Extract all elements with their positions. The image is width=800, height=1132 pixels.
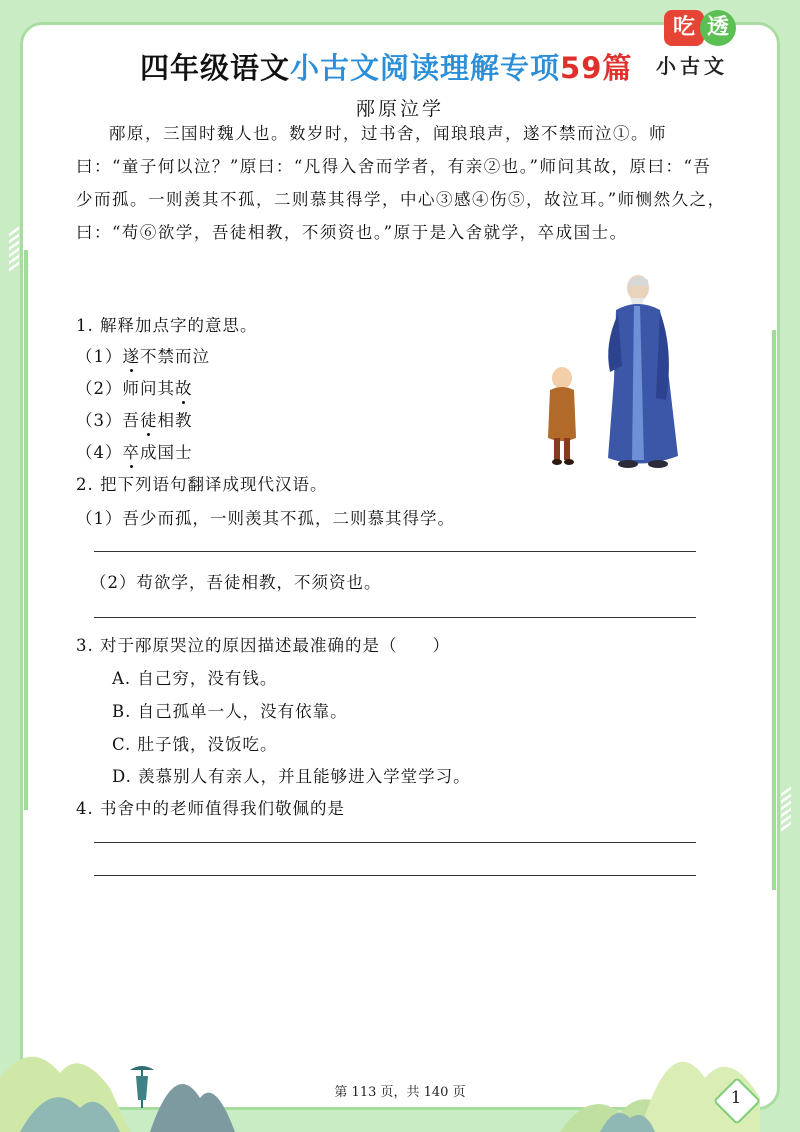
passage-title: 邴原泣学 — [355, 98, 444, 120]
q1-item-number: （4） — [76, 443, 123, 462]
logo-char-tou: 透 — [700, 10, 736, 46]
q1-dotted-char: 卒 — [122, 443, 140, 462]
page-counter: 第 113 页，共 140 页 — [334, 1085, 466, 1100]
q1-item-post: 成国士 — [140, 443, 193, 462]
q1-item-post: 相教 — [157, 411, 193, 430]
title-grade: 四年级语文 — [140, 51, 291, 85]
q1-item-number: （2） — [76, 379, 123, 398]
q1-dotted-char: 遂 — [122, 347, 140, 366]
q1-stem: 1. 解释加点字的意思。 — [76, 316, 258, 335]
child-figure — [548, 367, 576, 465]
teacher-figure — [608, 275, 678, 468]
q2-item-2: （2）苟欲学，吾徒相教，不须资也。 — [90, 573, 382, 592]
q3-stem: 3. 对于邴原哭泣的原因描述最准确的是（ ） — [76, 636, 450, 655]
q1-dotted-char: 故 — [175, 379, 193, 398]
q1-item-pre: 师问其 — [122, 379, 175, 398]
q2-answer-line-1[interactable] — [94, 551, 696, 552]
q3-option-b[interactable]: B. 自己孤单一人，没有依靠。 — [112, 702, 348, 721]
q4-answer-line-1[interactable] — [94, 842, 696, 843]
q1-item-3 — [76, 407, 193, 431]
q3-option-c[interactable]: C. 肚子饿，没饭吃。 — [112, 735, 278, 754]
q1-item-2 — [76, 375, 193, 399]
q4-stem: 4. 书舍中的老师值得我们敬佩的是 — [76, 799, 345, 818]
page-number-badge — [716, 1080, 756, 1120]
q2-answer-line-2[interactable] — [94, 617, 696, 618]
q2-stem: 2. 把下列语句翻译成现代汉语。 — [76, 475, 328, 494]
q1-item-number: （3） — [76, 411, 123, 430]
passage-text: 邴原，三国时魏人也。数岁时，过书舍，闻琅琅声，遂不禁而泣①。师曰：“童子何以泣？”原曰：“凡得入舍而学者，有亲②也。”师问其故，原曰：“吾少而孤。一则羡其不孤，二则慕其得学，中心③感④伤⑤，故泣耳。”师恻然久之，曰：“苟⑥欲学，吾徒相教，不须资也。”原于是入舍就学，卒成国士。 — [76, 124, 726, 242]
title-count: 59篇 — [560, 51, 633, 85]
q3-option-d[interactable]: D. 羡慕别人有亲人，并且能够进入学堂学习。 — [112, 767, 471, 786]
right-hatch-decoration — [781, 790, 791, 832]
worksheet-title — [140, 46, 632, 87]
q4-answer-line-2[interactable] — [94, 875, 696, 876]
title-topic: 小古文阅读理解专项 — [290, 51, 561, 85]
q2-item-1: （1）吾少而孤，一则羡其不孤，二则慕其得学。 — [76, 509, 455, 528]
q1-item-number: （1） — [76, 347, 123, 366]
teacher-and-child-illustration — [540, 270, 715, 480]
q1-item-pre: 吾 — [122, 411, 140, 430]
right-stripe — [772, 330, 776, 890]
left-hatch-decoration — [9, 230, 19, 272]
logo-char-chi: 吃 — [664, 10, 704, 46]
left-stripe — [24, 250, 28, 810]
q1-dotted-char: 徒 — [140, 411, 158, 430]
q3-option-a[interactable]: A. 自己穷，没有钱。 — [112, 669, 278, 688]
landscape-decoration — [0, 1018, 800, 1132]
q1-item-4 — [76, 439, 193, 463]
q1-item-1 — [76, 343, 210, 367]
page-number: 1 — [730, 1088, 742, 1108]
brand-logo — [656, 10, 756, 80]
logo-subtitle: 小古文 — [656, 54, 728, 78]
q1-item-post: 不禁而泣 — [140, 347, 210, 366]
